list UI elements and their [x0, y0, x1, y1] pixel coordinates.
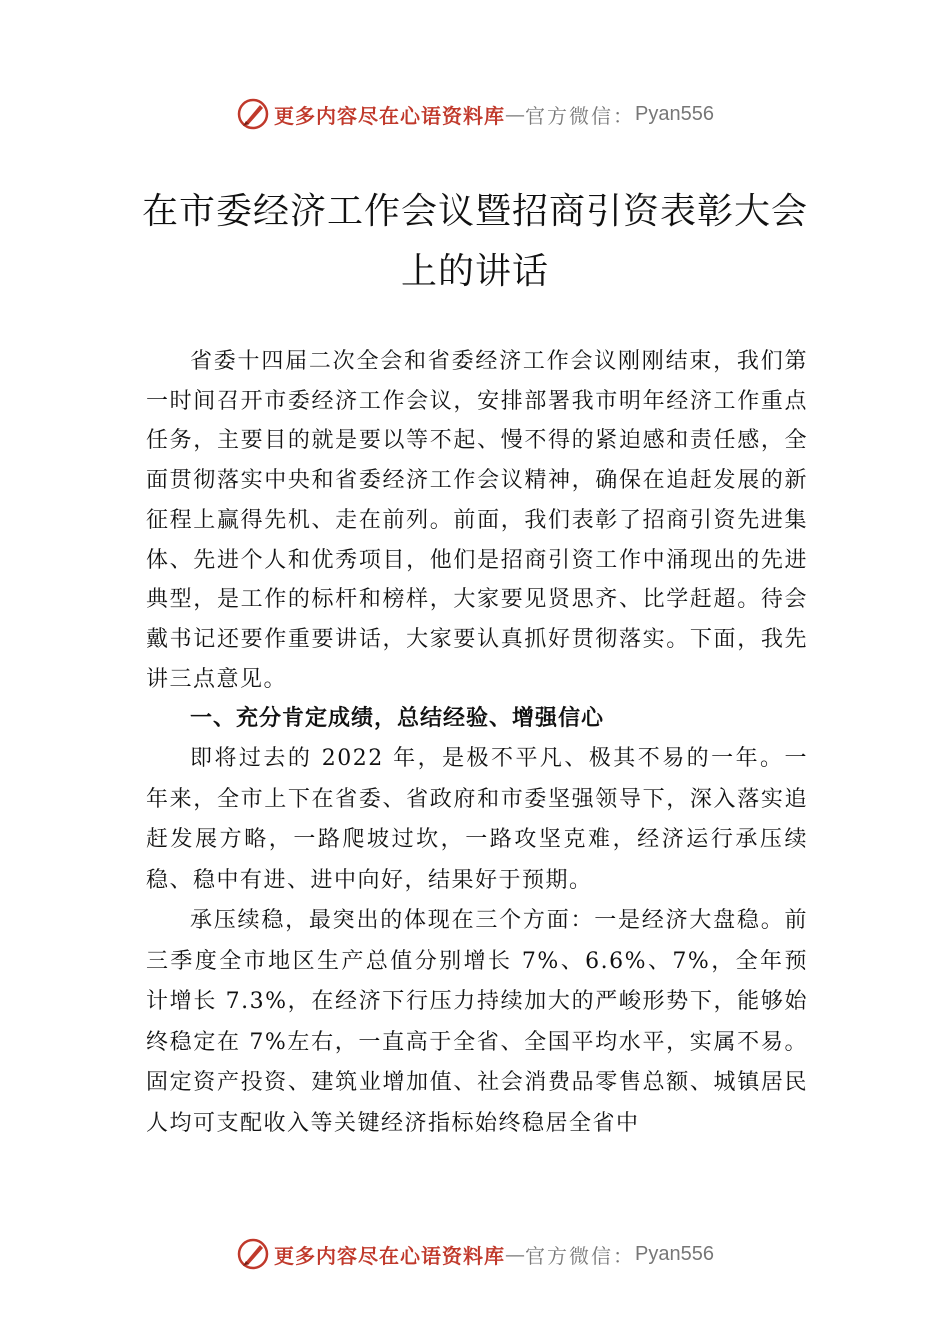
quill-pen-seal-icon — [236, 1237, 270, 1271]
watermark-official-label: 官方微信： — [525, 1243, 636, 1268]
watermark-header — [0, 94, 950, 134]
watermark-brand: 更多内容尽在心语资料库 — [274, 103, 506, 128]
watermark-dash: — — [505, 1242, 526, 1266]
watermark-wechat-id: Pyan556 — [635, 102, 714, 125]
paragraph-1: 省委十四届二次全会和省委经济工作会议刚刚结束，我们第一时间召开市委经济工作会议，安排部署我市明年经济工作重点任务，主要目的就是要以等不起、慢不得的紧迫感和责任感，全面贯彻落实中央和省委经济工作会议精神，确保在追赶发展的新征程上赢得先机、走在前列。前面，我们表彰了招商引资先进集体、先进个人和优秀项目，他们是招商引资工作中涌现出的先进典型，是工作的标杆和榜样，大家要见贤思齐、比学赶超。待会戴书记还要作重要讲话，大家要认真抓好贯彻落实。下面，我先讲三点意见。 — [146, 349, 808, 692]
paragraph-2: 即将过去的 2022 年，是极不平凡、极其不易的一年。一年来，全市上下在省委、省政府和市委坚强领导下，深入落实追赶发展方略，一路爬坡过坎，一路攻坚克难，经济运行承压续稳、稳中有进、进中向好，结果好于预期。 — [146, 746, 808, 893]
section-heading-1: 一、充分肯定成绩，总结经验、增强信心 — [190, 706, 605, 732]
watermark-official-label: 官方微信： — [525, 103, 636, 128]
watermark-wechat-id: Pyan556 — [635, 1242, 714, 1265]
quill-pen-seal-icon — [236, 97, 270, 131]
watermark-brand: 更多内容尽在心语资料库 — [274, 1243, 506, 1268]
watermark-dash: — — [505, 102, 526, 126]
document-body — [146, 342, 808, 1144]
paragraph-3: 承压续稳，最突出的体现在三个方面：一是经济大盘稳。前三季度全市地区生产总值分别增长 7%、6.6%、7%，全年预计增长 7.3%，在经济下行压力持续加大的严峻形势下，能够始终稳定在 7%左右，一直高于全省、全国平均水平，实属不易。固定资产投资、建筑业增加值、社会消费品零售总额、城镇居民人均可支配收入等关键经济指标始终稳居全省中 — [146, 908, 808, 1136]
watermark-footer — [0, 1234, 950, 1274]
document-title: 在市委经济工作会议暨招商引资表彰大会上的讲话 — [141, 191, 808, 292]
